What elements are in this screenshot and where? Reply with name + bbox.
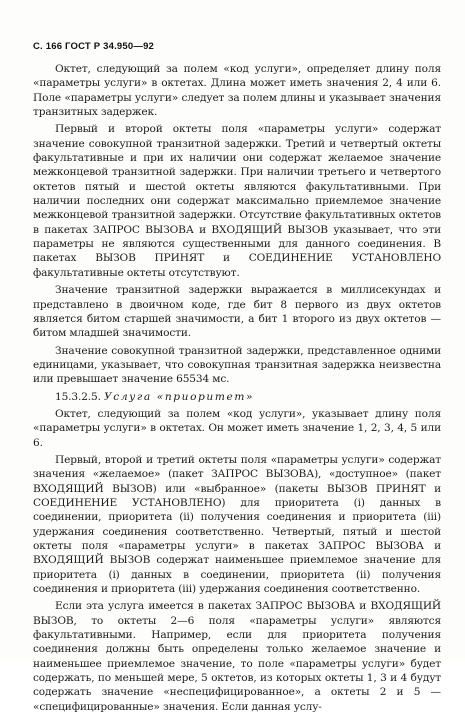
section-heading <box>33 390 441 404</box>
section-number: 15.3.2.5. <box>55 390 101 403</box>
paragraph-priority-optional: Если эта услуга имеется в пакетах ЗАПРОС ВЫЗОВА и ВХОДЯЩИЙ ВЫЗОВ, то октеты 2—6 поля «параметры услуги» являются факультативными. Например, если для приоритета получения соединения должны быть определены только желаемое значение и наименьшее приемлемое значение, то поле «параметры услуги» будет содержать, по меньшей мере, 5 октетов, из которых октеты 1, 3 и 4 будут содержать значение «неспецифицированное», а октеты 2 и 5 — «специфицированные» значения. Если данная услу- <box>33 600 441 713</box>
paragraph-delay-unknown: Значение совокупной транзитной задержки, представленное одними единицами, указывает, что совокупная транзитная задержка неизвестна или превышает значение 65534 мс. <box>33 344 441 386</box>
paragraph-priority-octets: Первый, второй и третий октеты поля «параметры услуги» содержат значения «желаемое» (пакет ЗАПРОС ВЫЗОВА), «доступное» (пакет ВХОДЯЩИЙ ВЫЗОВ) или «выбранное» (пакеты ВЫЗОВ ПРИНЯТ и СОЕДИНЕНИЕ УСТАНОВЛЕНО) для приоритета (i) данных в соединении, приоритета (ii) получения соединения и приоритета (iii) удержания соединения соответственно. Четвертый, пятый и шестой октеты поля «параметры услуги» в пакетах ЗАПРОС ВЫЗОВА и ВХОДЯЩИЙ ВЫЗОВ содержат наименьшее приемлемое значение для приоритета (i) данных в соединении, приоритета (ii) получения соединения и приоритета (iii) удержания соединения соответственно. <box>33 453 441 596</box>
section-title: Услуга «приоритет» <box>104 390 255 403</box>
paragraph-transit-delay-octets: Первый и второй октеты поля «параметры услуги» содержат значение совокупной транзитной задержки. Третий и четвертый октеты факультативные и при их наличии они содержат желаемое значение межконцевой транзитной задержки. При наличии третьего и четвертого октетов пятый и шестой октеты являются факультативными. При наличии последних они содержат максимально приемлемое значение межконцевой транзитной задержки. Отсутствие факультативных октетов в пакетах ЗАПРОС ВЫЗОВА и ВХОДЯЩИЙ ВЫЗОВ указывает, что эти параметры не являются существенными для данного соединения. В пакетах ВЫЗОВ ПРИНЯТ и СОЕДИНЕНИЕ УСТАНОВЛЕНО факультативные октеты отсутствуют. <box>33 123 441 279</box>
paragraph-priority-length: Октет, следующий за полем «код услуги», указывает длину поля «параметры услуги» в октетах. Он может иметь значение 1, 2, 3, 4, 5 или 6. <box>33 407 441 449</box>
running-header: С. 166 ГОСТ Р 34.950—92 <box>33 41 155 52</box>
paragraph-length-field: Октет, следующий за полем «код услуги», определяет длину поля «параметры услуги» в октетах. Длина может иметь значения 2, 4 или 6. Поле «параметры услуги» следует за полем длины и указывает значения транзитных задержек. <box>33 63 441 119</box>
paragraph-delay-encoding: Значение транзитной задержки выражается в миллисекундах и представлено в двоичном коде, где бит 8 первого из двух октетов является битом старшей значимости, а бит 1 второго из двух октетов — битом младшей значимости. <box>33 284 441 340</box>
document-body <box>33 62 441 714</box>
